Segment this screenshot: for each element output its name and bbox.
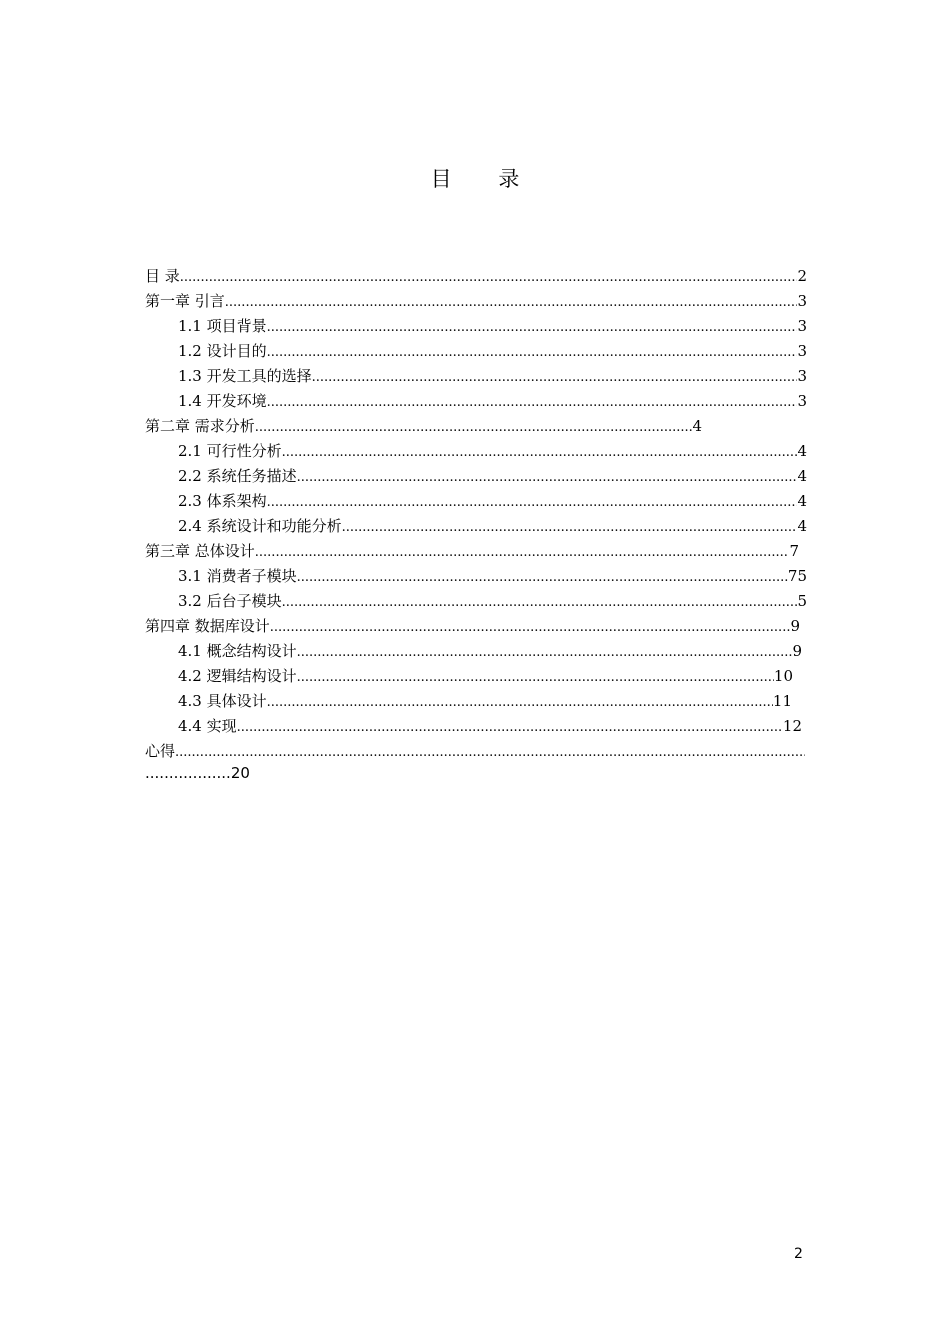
toc-entry-page: 3	[797, 317, 807, 335]
toc-leader	[267, 339, 798, 364]
toc-entry[interactable]	[178, 314, 807, 339]
toc-leader	[297, 639, 793, 664]
toc-entry-page: 4	[797, 517, 807, 535]
toc-entry-label: 4.2 逻辑结构设计	[178, 667, 297, 685]
toc-leader	[282, 439, 798, 464]
toc-entry-page: 9	[792, 642, 802, 660]
toc-leader	[267, 389, 798, 414]
toc-leader	[342, 514, 798, 539]
toc-entry[interactable]	[178, 664, 793, 689]
page-number: 2	[794, 1246, 803, 1262]
toc-entry-page: 12	[782, 717, 802, 735]
toc-entry[interactable]	[145, 614, 800, 639]
toc-leader	[297, 664, 774, 689]
toc-entry-page: 11	[772, 692, 792, 710]
toc-leader	[175, 739, 805, 764]
toc-entry-label: 4.1 概念结构设计	[178, 642, 297, 660]
toc-leader	[282, 589, 798, 614]
toc-entry[interactable]	[178, 339, 807, 364]
toc-entry[interactable]	[178, 489, 807, 514]
toc-entry-page: 7	[789, 542, 799, 560]
toc-entry-label: 目 录	[145, 267, 180, 285]
toc-entry[interactable]	[145, 539, 799, 564]
toc-entry[interactable]	[178, 514, 807, 539]
toc-entry-label: 1.4 开发环境	[178, 392, 267, 410]
toc-entry-label: 第一章 引言	[145, 292, 225, 310]
toc-entry-page: 4	[692, 417, 702, 435]
toc-entry[interactable]	[178, 714, 802, 739]
toc-leader	[180, 264, 798, 289]
toc-entry[interactable]	[178, 389, 807, 414]
toc-leader	[225, 289, 798, 314]
toc-entry[interactable]	[178, 464, 807, 489]
toc-leader	[312, 364, 798, 389]
toc-continuation: ..................20	[145, 764, 250, 782]
toc-entry-page: 3	[797, 292, 807, 310]
toc-entry-page: 4	[797, 467, 807, 485]
toc-entry[interactable]	[178, 439, 807, 464]
toc-entry[interactable]	[178, 639, 802, 664]
toc-entry[interactable]	[178, 689, 792, 714]
toc-entry-label: 3.2 后台子模块	[178, 592, 282, 610]
toc-leader	[267, 489, 798, 514]
toc-entry[interactable]	[145, 289, 807, 314]
toc-entry-label: 第四章 数据库设计	[145, 617, 270, 635]
toc-entry-label: 1.2 设计目的	[178, 342, 267, 360]
toc-entry-label: 2.1 可行性分析	[178, 442, 282, 460]
toc-entry-page: 3	[797, 342, 807, 360]
toc-entry[interactable]	[145, 739, 805, 764]
toc-leader	[270, 614, 791, 639]
toc-entry-label: 2.4 系统设计和功能分析	[178, 517, 342, 535]
toc-entry-label: 1.3 开发工具的选择	[178, 367, 312, 385]
toc-entry-label: 3.1 消费者子模块	[178, 567, 297, 585]
toc-entry-label: 1.1 项目背景	[178, 317, 267, 335]
toc-entry-page: 4	[797, 442, 807, 460]
toc-leader	[255, 539, 790, 564]
toc-entry-page: 4	[797, 492, 807, 510]
toc-entry[interactable]	[178, 564, 807, 589]
toc-entry-page: 3	[797, 392, 807, 410]
page-title: 目 录	[430, 167, 540, 191]
toc-entry-page: 2	[797, 267, 807, 285]
toc-entry-label: 4.4 实现	[178, 717, 237, 735]
toc-entry-page: 9	[790, 617, 800, 635]
toc-entry-label: 2.2 系统任务描述	[178, 467, 297, 485]
toc-entry-page: 10	[773, 667, 793, 685]
toc-leader	[267, 314, 798, 339]
toc-entry-label: 心得	[145, 742, 176, 760]
toc-entry-label: 第二章 需求分析	[145, 417, 255, 435]
toc-entry-page: 3	[797, 367, 807, 385]
toc-entry-label: 第三章 总体设计	[145, 542, 255, 560]
toc-leader	[267, 689, 773, 714]
toc-entry-page: 75	[787, 567, 807, 585]
toc-entry-label: 2.3 体系架构	[178, 492, 267, 510]
toc-leader	[297, 564, 788, 589]
toc-entry-label: 4.3 具体设计	[178, 692, 267, 710]
toc-entry[interactable]	[178, 589, 807, 614]
toc-entry[interactable]	[145, 264, 807, 289]
toc-leader	[297, 464, 798, 489]
toc-leader	[255, 414, 693, 439]
toc-entry[interactable]	[178, 364, 807, 389]
toc-entry-page: 5	[797, 592, 807, 610]
toc-entry[interactable]	[145, 414, 702, 439]
toc-leader	[237, 714, 783, 739]
